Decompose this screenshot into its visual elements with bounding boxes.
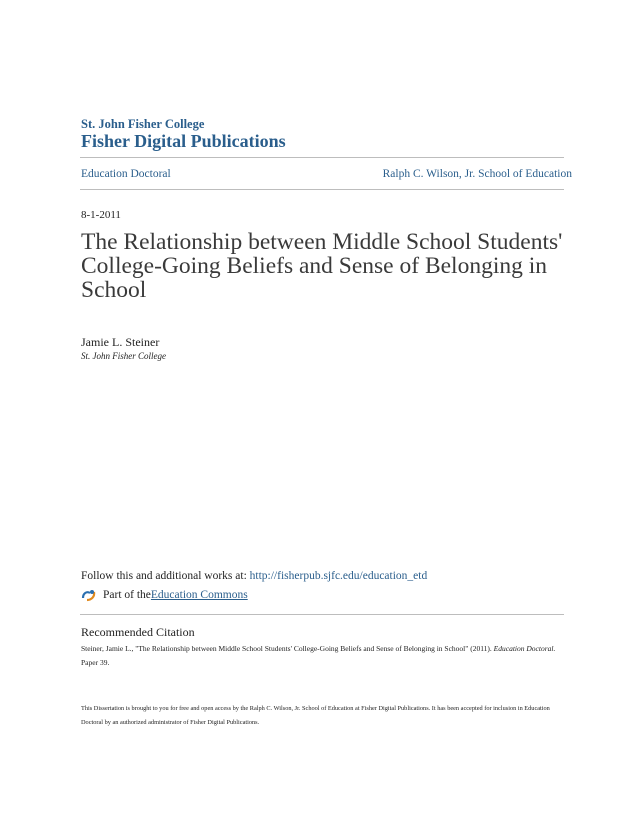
part-of-prefix: Part of the	[103, 589, 151, 601]
repository-name: Fisher Digital Publications	[81, 131, 286, 151]
citation-top-rule	[80, 614, 564, 615]
author-name: Jamie L. Steiner	[81, 335, 160, 349]
citation-text	[81, 642, 561, 670]
follow-url-link[interactable]: http://fisherpub.sjfc.edu/education_etd	[249, 570, 428, 582]
follow-prefix: Follow this and additional works at:	[81, 570, 250, 582]
institution-name: St. John Fisher College	[81, 117, 205, 131]
access-statement: This Dissertation is brought to you for free and open access by the Ralph C. Wilson, Jr. School of Education at Fisher Digital Publications. It has been accepted for inclusion in Education Doctoral by an authorized administrator of Fisher Digital Publications.	[81, 705, 550, 726]
collection-link[interactable]: Education Doctoral	[81, 168, 171, 180]
follow-line	[81, 570, 427, 582]
citation-body: Steiner, Jamie L., "The Relationship between Middle School Students' College-Going Beliefs and Sense of Belonging in School" (2011).	[81, 644, 494, 653]
citation-heading: Recommended Citation	[81, 625, 195, 639]
bepress-commons-icon	[81, 588, 97, 602]
school-link[interactable]: Ralph C. Wilson, Jr. School of Education	[382, 168, 572, 180]
education-commons-link[interactable]: Education Commons	[150, 589, 248, 601]
header-bottom-rule	[80, 189, 564, 190]
author-affiliation: St. John Fisher College	[81, 351, 166, 361]
document-title: The Relationship between Middle School Students' College-Going Beliefs and Sense of Belonging in School	[81, 229, 563, 303]
header-top-rule	[80, 157, 564, 158]
citation-paper: Paper 39.	[81, 658, 110, 667]
citation-series: Education Doctoral.	[493, 644, 556, 653]
part-of-line	[81, 588, 248, 602]
publication-date: 8-1-2011	[81, 209, 121, 221]
